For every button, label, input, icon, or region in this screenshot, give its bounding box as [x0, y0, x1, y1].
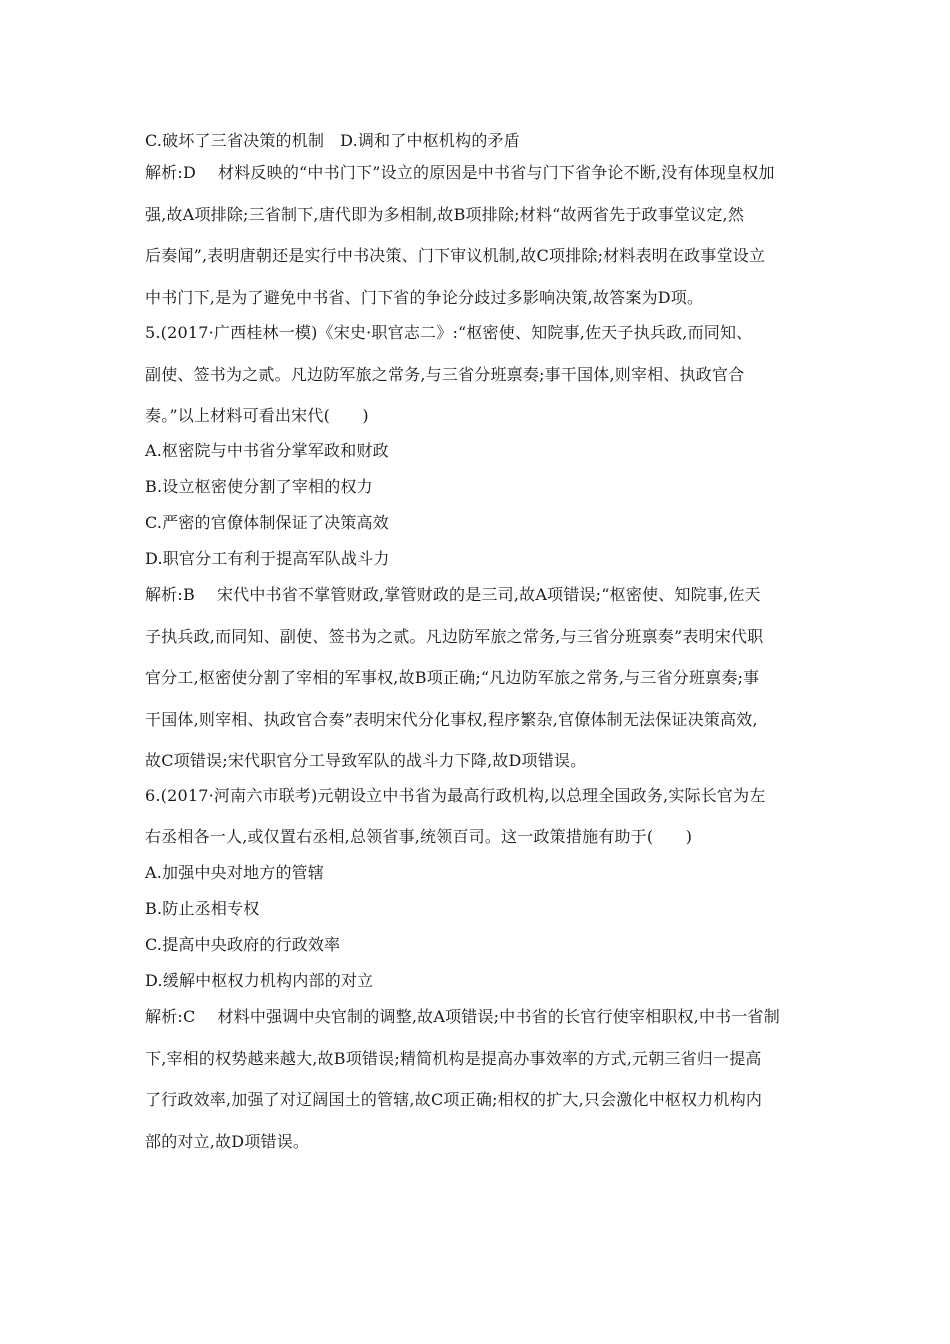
q5-option-c: C.严密的官僚体制保证了决策高效: [145, 513, 389, 532]
q5-option-b: B.设立枢密使分割了宰相的权力: [145, 477, 373, 496]
q4-analysis-line-1: [145, 162, 815, 184]
q5-analysis-line-5: 故C项错误;宋代职官分工导致军队的战斗力下降,故D项错误。: [145, 751, 587, 770]
q5-option-a: A.枢密院与中书省分掌军政和财政: [145, 441, 389, 460]
q5-stem-line-1: 5.(2017·广西桂林一模)《宋史·职官志二》:“枢密使、知院事,佐天子执兵政,而同知、: [145, 323, 753, 342]
q4-analysis-text: 材料反映的“中书门下”设立的原因是中书省与门下省争论不断,没有体现皇权加: [218, 163, 775, 182]
q6-analysis-line-4: 部的对立,故D项错误。: [145, 1132, 310, 1151]
q6-stem-line-1: 6.(2017·河南六市联考)元朝设立中书省为最高行政机构,以总理全国政务,实际长官为左: [145, 786, 766, 805]
q4-analysis-line-2: 强,故A项排除;三省制下,唐代即为多相制,故B项排除;材料“故两省先于政事堂议定,然: [145, 205, 745, 224]
q5-analysis-line-1: [145, 584, 815, 606]
q4-analysis-line-4: 中书门下,是为了避免中书省、门下省的争论分歧过多影响决策,故答案为D项。: [145, 288, 704, 307]
q5-stem-line-3: 奏。”以上材料可看出宋代( ): [145, 406, 369, 425]
q6-option-b: B.防止丞相专权: [145, 899, 260, 918]
q6-stem-line-2: 右丞相各一人,或仅置右丞相,总领省事,统领百司。这一政策措施有助于( ): [145, 827, 693, 846]
q5-analysis-line-3: 官分工,枢密使分割了宰相的军事权,故B项正确;“凡边防军旅之常务,与三省分班禀奏;事: [145, 668, 760, 687]
q5-stem-line-2: 副使、签书为之贰。凡边防军旅之常务,与三省分班禀奏;事干国体,则宰相、执政官合: [145, 365, 745, 384]
q6-option-a: A.加强中央对地方的管辖: [145, 863, 325, 882]
q6-analysis-line-2: 下,宰相的权势越来越大,故B项错误;精简机构是提高办事效率的方式,元朝三省归一提高: [145, 1049, 762, 1068]
q6-option-c: C.提高中央政府的行政效率: [145, 935, 341, 954]
q4-analysis-label: 解析:D: [145, 163, 197, 182]
q4-option-d: D.调和了中枢机构的矛盾: [340, 131, 520, 150]
q5-analysis-line-2: 子执兵政,而同知、副使、签书为之贰。凡边防军旅之常务,与三省分班禀奏”表明宋代职: [145, 627, 764, 646]
q6-analysis-line-3: 了行政效率,加强了对辽阔国土的管辖,故C项正确;相权的扩大,只会激化中枢权力机构内: [145, 1090, 763, 1109]
q6-analysis-label: 解析:C: [145, 1007, 196, 1026]
q5-analysis-text: 宋代中书省不掌管财政,掌管财政的是三司,故A项错误;“枢密使、知院事,佐天: [216, 585, 761, 604]
q4-analysis-line-3: 后奏闻”,表明唐朝还是实行中书决策、门下审议机制,故C项排除;材料表明在政事堂设立: [145, 246, 766, 265]
q5-option-d: D.职官分工有利于提高军队战斗力: [145, 549, 390, 568]
q6-analysis-line-1: [145, 1006, 815, 1028]
q6-analysis-text: 材料中强调中央官制的调整,故A项错误;中书省的长官行使宰相职权,中书一省制: [217, 1007, 780, 1026]
q4-options-cd: [145, 130, 815, 152]
q5-analysis-label: 解析:B: [145, 585, 195, 604]
q6-option-d: D.缓解中枢权力机构内部的对立: [145, 971, 374, 990]
q5-analysis-line-4: 干国体,则宰相、执政官合奏”表明宋代分化事权,程序繁杂,官僚体制无法保证决策高效,: [145, 710, 758, 729]
q4-option-c: C.破坏了三省决策的机制: [145, 131, 325, 150]
